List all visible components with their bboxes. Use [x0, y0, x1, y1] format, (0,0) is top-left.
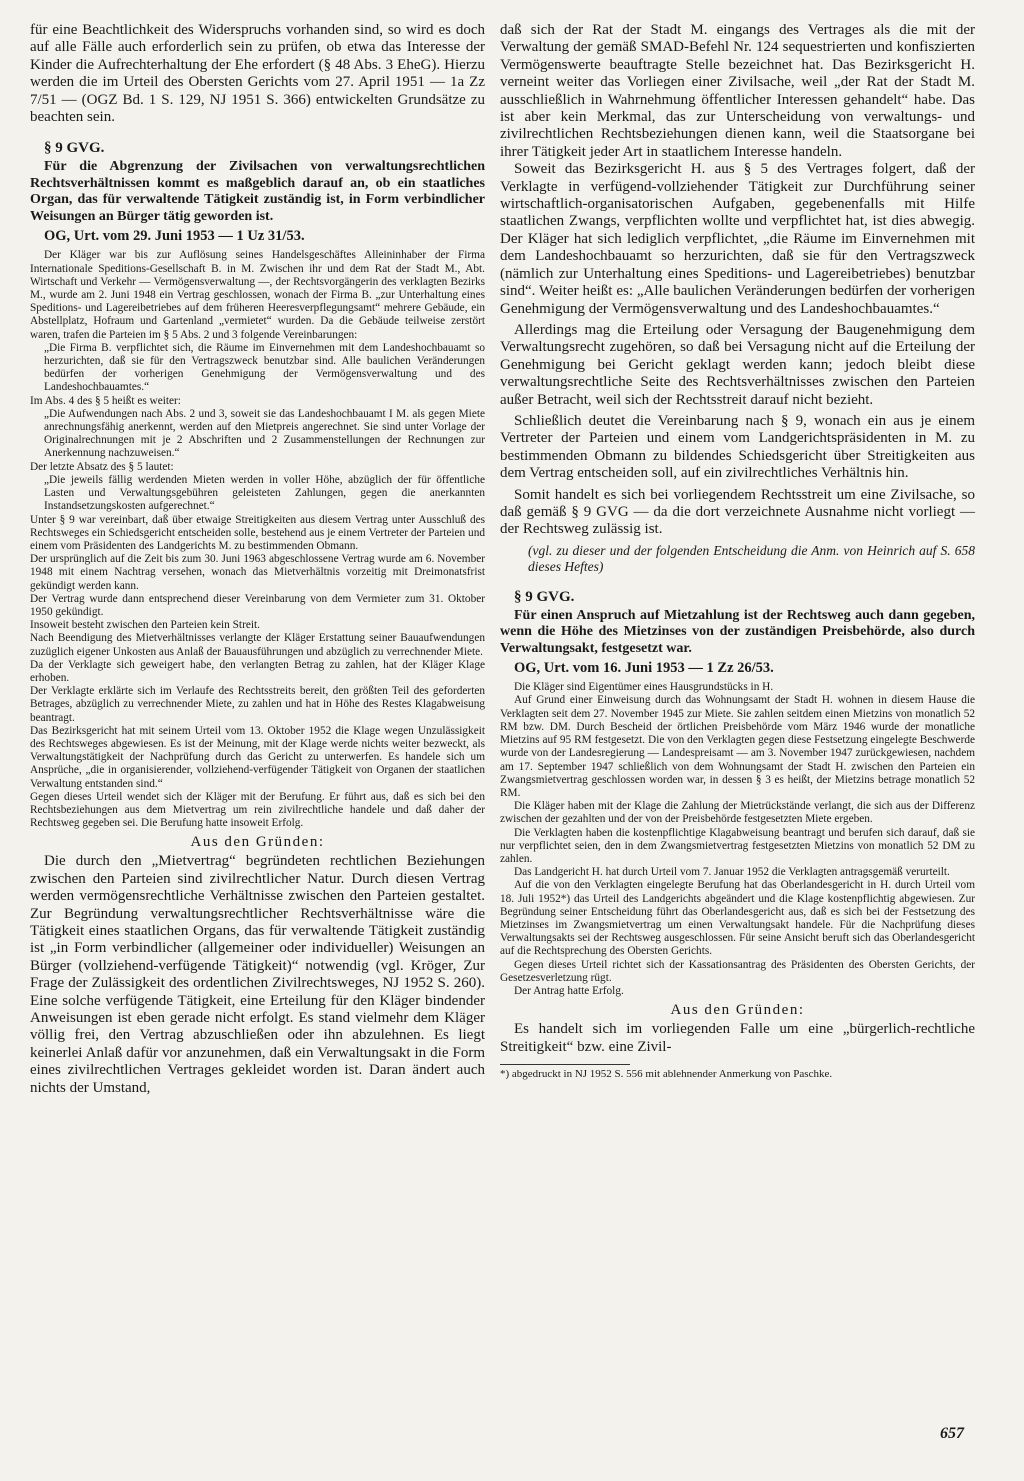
case2-gruende-heading: Aus den Gründen: — [670, 1002, 805, 1019]
case2-fact: Die Verklagten haben die kostenpflichtige Klagabweisung beantragt und berufen sich darauf, daß sie nur verpflichtet seien, den in dem Zwangsmietvertrag festgesetzten Mietzins von monatlich 52 DM zu zahlen. — [500, 826, 975, 865]
case1-fact: Der ursprünglich auf die Zeit bis zum 30. Juni 1963 abgeschlossene Vertrag wurde am 6. November 1948 mit einem Nachtrag versehen, wonach das Mietverhältnis vorzeitig mit Dreimonatsfrist gekündigt werden kann. — [30, 553, 485, 592]
continuation-paragraph: daß sich der Rat der Stadt M. eingangs des Vertrages als die mit der Verwaltung der gemäß SMAD-Befehl Nr. 124 sequestrierten und konfiszierten Vermögenswerte beauftragte Stelle bezeichnet hat. Das Bezirksgericht H. verneint weiter das Vorliegen einer Zivilsache, weil „der Rat der Stadt M. ausschließlich in Wahrnehmung öffentlicher Interessen gehandelt“ habe. Das ist aber kein Merkmal, das zur Unterscheidung von verwaltungs- und zivilrechtlichen Rechtsbeziehungen dienen kann, weil die Staatsorgane bei ihrer Tätigkeit jeder Art in staatlichem Interesse handeln. — [500, 22, 975, 160]
intro-paragraph: für eine Beachtlichkeit des Widerspruchs vorhanden sind, so wird es doch auf alle Fälle auch erforderlich sein zu prüfen, ob etwa das Interesse der Kinder die Aufrechterhaltung der Ehe erfordert (§ 48 Abs. 3 EheG). Hierzu werden die im Urteil des Obersten Gerichts vom 27. April 1951 — 1a Zz 7/51 — (OGZ Bd. 1 S. 129, NJ 1951 S. 366) entwickelten Grundsätze zu beachten sein. — [30, 22, 485, 126]
case1-fact: Der Verklagte erklärte sich im Verlaufe des Rechtsstreits bereit, den größten Teil des geforderten Betrages, abzüglich zu verrechnender Miete, zu zahlen und hat in Höhe des Restes Klagabweisung beantragt. — [30, 685, 485, 724]
footnote-divider — [500, 1064, 630, 1065]
left-column — [30, 22, 485, 1097]
case1-gruende-text: Die durch den „Mietvertrag“ begründeten rechtlichen Beziehungen zwischen den Parteien sind zivilrechtlicher Natur. Durch diesen Vertrag werden vermögensrechtliche Verhältnisse zwischen den Parteien gestaltet. Zur Begründung verwaltungsrechtlicher Rechtsverhältnisse wäre die Tätigkeit eines staatlichen Organs, das für verwaltende Tätigkeit zuständig ist „in Form verbindlicher (allgemeiner oder individueller) Weisungen an Bürger (vollziehend-verfügende Tätigkeit)“ notwendig (vgl. Kröger, Zur Frage der Zulässigkeit des ordentlichen Zivilrechtsweges, NJ 1952 S. 260). Eine solche verfügende Tätigkeit, eine Erteilung für den Kläger bindender Anweisungen ist eben gerade nicht erfolgt. Es stand vielmehr dem Kläger völlig frei, den Vertrag abzuschließen oder ihn abzulehnen. Es liegt keinerlei Anlaß dafür vor anzunehmen, daß ein Verwaltungsakt in die Form eines zivilrechtlichen Vertrages gekleidet worden ist. Daran ändert auch nichts der Umstand, — [30, 853, 485, 1096]
continuation-paragraph: Allerdings mag die Erteilung oder Versagung der Baugenehmigung dem Verwaltungsrecht zugehören, so daß bei Versagung nicht auf die Erteilung der Genehmigung bei Gericht geklagt werden kann; jedoch bleibt diese verwaltungsrechtliche Seite des Rechtsverhältnisses zwischen den Parteien außer Betracht, weil sich der Rechtsstreit darauf nicht bezieht. — [500, 321, 975, 408]
case1-fact: Nach Beendigung des Mietverhältnisses verlangte der Kläger Erstattung seiner Bauaufwendungen zuzüglich eigener Unkosten aus Anlaß der Bauausführungen und abzüglich zu verrechnender Miete. — [30, 632, 485, 658]
case2-fact: Auf die von den Verklagten eingelegte Berufung hat das Oberlandesgericht in H. durch Urteil vom 18. Juli 1952*) das Urteil des Landgerichts abgeändert und die Klage kostenpflichtig abgewiesen. Zur Begründung seiner Entscheidung führt das Oberlandesgericht aus, daß es sich bei der Festsetzung des Mietzinses im Zwangsmietvertrag um einen Verwaltungsakt handele. Für die Nachprüfung dieses Verwaltungsakts sei der Rechtsweg ausgeschlossen. Für seine Ansicht beruft sich das Oberlandesgericht auf die Rechtsprechung des Obersten Gerichts. — [500, 879, 975, 958]
cross-reference: (vgl. zu dieser und der folgenden Entscheidung die Anm. von Heinrich auf S. 658 dieses Heftes) — [528, 542, 975, 574]
case1-fact: Unter § 9 war vereinbart, daß über etwaige Streitigkeiten aus diesem Vertrag unter Ausschluß des Rechtsweges ein Schiedsgericht entscheiden solle, bestehend aus je einem Vertreter der Parteien und einem vom Präsidenten des Landgerichts M. zu bestimmenden Obmann. — [30, 513, 485, 552]
case2-fact: Der Antrag hatte Erfolg. — [514, 984, 624, 997]
case1-fact: Der Kläger war bis zur Auflösung seines Handelsgeschäftes Alleininhaber der Firma Internationale Speditions-Gesellschaft B. in M. Zwischen ihr und dem Rat der Stadt M., Abt. Wirtschaft und Verkehr — Vermögensverwaltung —, der Rechtsvorgängerin des verklagten Bezirks M., wurde am 2. Juni 1948 ein Vertrag geschlossen, wonach der Firma B. „zur Unterhaltung eines Speditions- und Lagereibetriebes auf dem früheren Heeresverpflegungsamt“ mehrere Gebäude, ein Abstellplatz, Hofraum und Gartenland „vermietet“ wurden. Da die Gebäude teilweise zerstört waren, trafen die Parteien im § 5 Abs. 2 und 3 folgende Vereinbarungen: — [30, 249, 485, 341]
case2-heading: § 9 GVG. — [514, 588, 575, 605]
case1-fact: Der Vertrag wurde dann entsprechend dieser Vereinbarung von dem Vermieter zum 31. Oktober 1950 gekündigt. — [30, 592, 485, 618]
right-column — [500, 22, 975, 1081]
case1-quote: „Die Aufwendungen nach Abs. 2 und 3, soweit sie das Landeshochbauamt I M. als gegen Miete anrechnungsfähig anerkennt, werden auf den Mietpreis angerechnet. Sie sind unter Vorlage der Originalrechnungen mit je 2 Abschriften und 2 Zusammenstellungen der Rechnungen zur Anerkennung nachzuweisen.“ — [44, 407, 485, 460]
case2-fact: Die Kläger sind Eigentümer eines Hausgrundstücks in H. — [514, 681, 774, 694]
case2-gruende-text: Es handelt sich im vorliegenden Falle um eine „bürgerlich-rechtliche Streitigkeit“ bzw. eine Zivil- — [500, 1021, 975, 1055]
page-number: 657 — [940, 1425, 964, 1442]
case2-fact: Die Kläger haben mit der Klage die Zahlung der Mietrückstände verlangt, die sich aus der Differenz zwischen der gezahlten und der von der Preisbehörde festgesetzten Miete ergeben. — [500, 800, 975, 826]
case1-quote: „Die Firma B. verpflichtet sich, die Räume im Einvernehmen mit dem Landeshochbauamt so herzurichten, daß sie für den Vertragszweck benutzbar sind. Alle baulichen Veränderungen bedürfen der vorherigen Genehmigung der Vermögensverwaltung und des Landeshochbauamtes.“ — [44, 341, 485, 394]
case2-fact: Gegen dieses Urteil richtet sich der Kassationsantrag des Präsidenten des Obersten Gerichts, der Gesetzesverletzung rügt. — [500, 958, 975, 984]
case1-heading: § 9 GVG. — [44, 140, 105, 157]
case1-quote: „Die jeweils fällig werdenden Mieten werden in voller Höhe, abzüglich der für öffentliche Lasten und Verwaltungsgebühren geleisteten Zahlungen, gegen die anerkannten Instandsetzungskosten aufgerechnet.“ — [44, 473, 485, 513]
case1-fact: Gegen dieses Urteil wendet sich der Kläger mit der Berufung. Er führt aus, daß es sich bei den Rechtsbeziehungen aus dem Mietvertrag um rein zivilrechtliche handele und daß daher der Rechtsweg gegeben sei. Die Berufung hatte insoweit Erfolg. — [30, 790, 485, 830]
case2-fact: Auf Grund einer Einweisung durch das Wohnungsamt der Stadt H. wohnen in diesem Hause die Verklagten seit dem 27. November 1945 zur Miete. Sie zahlen seitdem einen Mietzins von monatlich 52 RM bzw. DM. Durch Bescheid der örtlichen Preisbehörde vom März 1946 wurde der monatliche Mietzins auf 95 RM festgesetzt. Die von den Verklagten gegen diese Festsetzung eingelegte Beschwerde wurde von der Landesregierung — Landespreisamt — am 3. November 1947 zurückgewiesen, nachdem am 17. September 1947 schließlich von dem Wohnungsamt der Stadt H. zwischen den Parteien ein Zwangsmietvertrag geschlossen worden war, in dessen § 3 es heißt, der Mietzins betrage monatlich 52 RM. — [500, 694, 975, 799]
case1-fact: Der letzte Absatz des § 5 lautet: — [30, 460, 174, 473]
case1-fact: Im Abs. 4 des § 5 heißt es weiter: — [30, 394, 181, 407]
case1-citation: OG, Urt. vom 29. Juni 1953 — 1 Uz 31/53. — [44, 228, 305, 245]
case1-fact: Insoweit besteht zwischen den Parteien kein Streit. — [30, 619, 260, 632]
case1-gruende-heading: Aus den Gründen: — [190, 834, 325, 851]
case1-fact: Da der Verklagte sich geweigert habe, den verlangten Betrag zu zahlen, hat der Kläger Klage erhoben. — [30, 658, 485, 684]
case2-citation: OG, Urt. vom 16. Juni 1953 — 1 Zz 26/53. — [514, 660, 774, 677]
case2-leitsatz: Für einen Anspruch auf Mietzahlung ist der Rechtsweg auch dann gegeben, wenn die Höhe des Mietzinses von der zuständigen Preisbehörde, also durch Verwaltungsakt, festgesetzt war. — [500, 607, 975, 656]
case2-fact: Das Landgericht H. hat durch Urteil vom 7. Januar 1952 die Verklagten antragsgemäß verurteilt. — [514, 866, 950, 879]
case1-leitsatz: Für die Abgrenzung der Zivilsachen von verwaltungsrechtlichen Rechtsverhältnissen kommt es maßgeblich darauf an, ob ein staatliches Organ, das für verwaltende Tätigkeit zuständig ist, in Form verbindlicher Weisungen an Bürger tätig geworden ist. — [30, 159, 485, 224]
footnote: *) abgedruckt in NJ 1952 S. 556 mit ablehnender Anmerkung von Paschke. — [500, 1067, 833, 1080]
continuation-paragraph: Somit handelt es sich bei vorliegendem Rechtsstreit um eine Zivilsache, so daß gemäß § 9 GVG — da die dort verzeichnete Ausnahme nicht vorliegt — der Rechtsweg zulässig ist. — [500, 486, 975, 538]
continuation-paragraph: Soweit das Bezirksgericht H. aus § 5 des Vertrages folgert, daß der Verklagte in verfügend-vollziehender Tätigkeit zur Durchführung seiner wirtschaftlich-organisatorischen Aufgaben, gegebenenfalls mit Hilfe staatlichen Zwangs, verpflichten wollte und verpflichtet hat, ist dies abwegig. Der Kläger hat sich lediglich verpflichtet, „die Räume im Einvernehmen mit dem Landeshochbauamt so herzurichten, daß sie für den Vertragszweck (nämlich zur Unterhaltung eines Speditions- und Lagereibetriebes) benutzbar sind“. Weiter heißt es: „Alle baulichen Veränderungen bedürfen der vorherigen Genehmigung der Vermögensverwaltung und des Landeshochbauamtes.“ — [500, 161, 975, 317]
case1-fact: Das Bezirksgericht hat mit seinem Urteil vom 13. Oktober 1952 die Klage wegen Unzulässigkeit des Rechtsweges abgewiesen. Es ist der Meinung, mit der Klage werde nichts weiter bezweckt, als Verwaltungstätigkeit der Nachprüfung durch das Gericht zu unterwerfen. Es handele sich um Ansprüche, „die in organisierender, vollziehend-verfügender Tätigkeit von Organen der staatlichen Verwaltung entstanden sind.“ — [30, 724, 485, 790]
continuation-paragraph: Schließlich deutet die Vereinbarung nach § 9, wonach ein aus je einem Vertreter der Parteien und einem vom Landgerichtspräsidenten in M. zu bestimmenden Obmann zu bildendes Schiedsgericht über Streitigkeiten aus dem Vertrag entscheiden soll, auf ein zivilrechtliches Verhältnis hin. — [500, 412, 975, 482]
